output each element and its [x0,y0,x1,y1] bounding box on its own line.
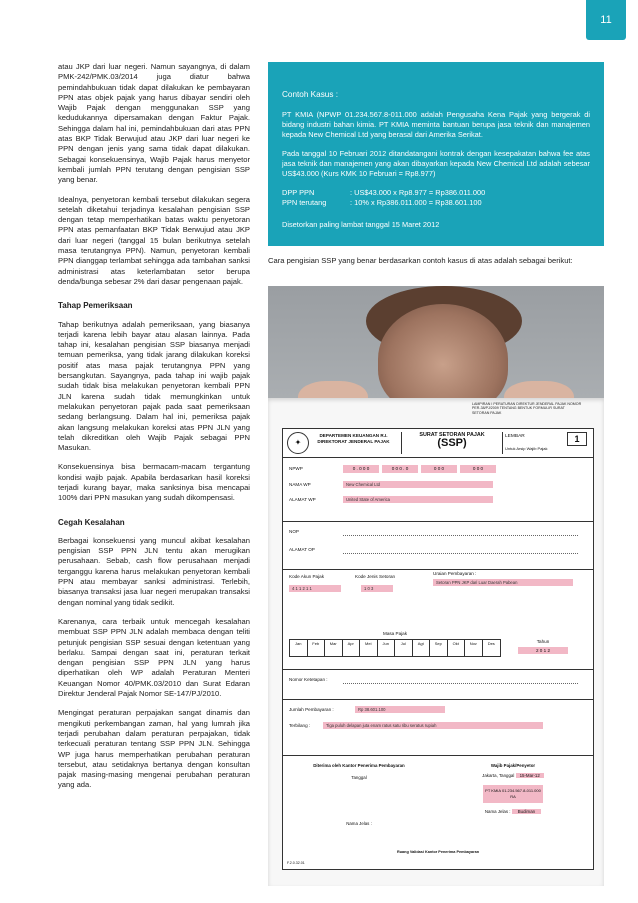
kantor-label: Diterima oleh Kantor Penerima Pembayaran [313,763,405,768]
wp-tanggal-value: 15-Mar-12 [516,773,544,778]
month-cell: Jan [290,640,308,656]
month-cell: Mei [360,640,378,656]
kantor-nama-label: Nama Jelas : [346,821,372,826]
ketetapan-label: Nomor Ketetapan : [289,677,328,682]
month-cell: Apr [343,640,361,656]
wp-nama-value: Budiman [512,809,541,814]
kode-setoran-label: Kode Jenis Setoran [355,574,396,579]
divider [283,699,593,700]
alamat-wp-label: ALAMAT WP [289,497,316,502]
form-header [283,429,593,458]
divider [283,569,593,570]
kantor-signature-box [289,763,429,843]
npwp-cell: 0 0 0 . 0 [382,465,418,473]
left-column [58,62,250,800]
npwp-label: NPWP [289,466,303,471]
month-cell: Agt [413,640,431,656]
alamat-wp-value: United State of America [343,496,493,503]
ppn-label: PPN terutang [282,198,327,207]
nop-line [343,535,578,536]
ppn-row [282,198,590,208]
nama-wp-label: NAMA WP [289,482,311,487]
garuda-logo-icon: ✦ [287,432,309,454]
alamat-op-line [343,553,578,554]
paragraph: Konsekuensinya bisa bermacam-macam tergantung kondisi wajib pajak. Apabila berdasarkan hasil koreksi terjadi kurang bayar, maka sanksinya bisa mencapai 100% dari PPN masukan yang sudah dikompensasi. [58,462,250,503]
nama-wp-value: New Chemical Ltd [343,481,493,488]
section-heading: Tahap Pemeriksaan [58,301,133,311]
divider [283,755,593,756]
month-cell: Sep [430,640,448,656]
divider [283,669,593,670]
photo-form-illustration [268,286,604,886]
lembar-number: 1 [567,432,587,446]
terbilang-value: Tiga puluh delapan juta enam ratus satu ribu seratus rupiah [323,722,543,729]
page-number: 11 [586,0,626,40]
month-cell: Jun [378,640,396,656]
npwp-cell: 0 . 0 0 0 [343,465,379,473]
department-name: DEPARTEMEN KEUANGAN R.I. DIREKTORAT JENDERAL PAJAK [317,433,390,444]
masa-pajak-label: Masa Pajak [383,631,408,636]
npwp-cells [343,465,496,473]
ssp-title-box [401,432,503,454]
wp-tanggal-label: Tanggal [498,773,515,778]
divider [283,521,593,522]
month-cell: Mar [325,640,343,656]
lampiran-note: LAMPIRAN I PERATURAN DIREKTUR JENDERAL PAJAK NOMOR PER-38/PJ/2009 TENTANG BENTUK FORMULIR SURAT SETORAN PAJAK [472,402,582,415]
month-cell: Jul [395,640,413,656]
ppn-value: : 10% x Rp386.011.000 = Rp38.601.100 [350,198,482,207]
lembar-label: LEMBAR [505,434,525,439]
paper-sheet [268,398,604,886]
kantor-tanggal-label: Tanggal [351,775,367,780]
wp-city: Jakarta [482,773,497,778]
dpp-label: DPP PPN [282,188,315,197]
paragraph: Mengingat peraturan perpajakan sangat dinamis dan mengikuti perkembangan zaman, hal yang lumrah jika terjadi perubahan dalam peraturan perpajakan, tidak terkecuali peraturan tentang SSP PPN JLN. Sehingga WP juga harus memperhatikan perubahan peraturan tersebut, atau setidaknya bertanya dengan konsultan pajak masing-masing mengenai perubahan peraturan yang ada. [58,708,250,790]
form-code: F.2.0.32.01 [287,861,305,865]
dpp-row [282,188,590,198]
uraian-value: Setoran PPN JKP dari Luar Daerah Pabean [433,579,573,586]
tahun-box [508,639,578,654]
intro-text: Cara pengisian SSP yang benar berdasarkan contoh kasus di atas adalah sebagai berikut: [268,256,573,265]
terbilang-label: Terbilang : [289,723,311,728]
wp-date-row: Jakarta, Tanggal 15-Mar-12 [443,773,583,779]
paragraph: Karenanya, cara terbaik untuk mencegah kesalahan membuat SSP PPN JLN adalah membaca dengan teliti petunjuk pengisian SSP sesuai dengan ketentuan yang berlaku. Sampai dengan saat ini, peraturan terkait dengan pengisian SSP PPN JLN yang harus diperhatikan oleh WP adalah Peraturan Menteri Keuangan Nomor 40/PMK.03/2010 dan Surat Edaran Direktur Jenderal Pajak Nomor SE-147/PJ/2010. [58,616,250,699]
wp-signature-box [443,763,583,843]
deadline-text: Disetorkan paling lambat tanggal 15 Maret 2012 [282,220,440,229]
paragraph: Berbagai konsekuensi yang muncul akibat kesalahan pengisian SSP PPN JLN tentu akan merugikan perusahaan. Sebab, cash flow perusahaan menjadi terganggu karena harus melakukan penyetoran kembali PPN atau membayar sanksi administrasi. Terlebih, biasanya transaksi jasa luar negeri merupakan transaksi dengan nominal yang tidak sedikit. [58,535,250,607]
lembar-subtitle: Untuk Arsip Wajib Pajak [505,446,548,451]
dpp-value: : US$43.000 x Rp8.977 = Rp386.011.000 [350,188,486,197]
wp-nama-row [443,809,583,815]
jumlah-label: Jumlah Pembayaran : [289,707,334,712]
section-heading: Cegah Kesalahan [58,517,125,527]
month-cell: Des [487,641,495,646]
case-example-box [268,62,604,246]
validasi-note: Ruang Validasi Kantor Penerima Pembayaran [396,850,480,854]
paragraph: Tahap berikutnya adalah pemeriksaan, yang biasanya terjadi karena lebih bayar atau alasan lainnya. Pada tahap ini, kesalahan pengisian SSP biasanya menjadi temuan pemeriksa, yang tidak jarang dilakukan koreksi positif atas masa pajak terutangnya PPN yang bersangkutan. Sayangnya, pada tahap ini wajib pajak sudah tidak bisa melakukan penyetoran kembali PPN JLN karena sudah tidak memungkinkan untuk melakukan penyetoran pajak pada saat pemeriksaan sedang berlangsung. Dalam hal ini, pemeriksa pajak akan langsung melakukan koreksi atas PPN JLN yang telah dikreditkan oleh Wajib Pajak sebagai PPN Masukan. [58,319,250,453]
jumlah-value: Rp 38.601.100 [355,706,445,713]
kode-akun-label: Kode Akun Pajak [289,574,324,579]
month-cell: Nov [465,640,483,656]
wp-nama-label: Nama Jelas : [484,809,511,814]
alamat-op-label: ALAMAT OP [289,547,315,552]
month-cell: Feb [308,640,326,656]
uraian-label: Uraian Pembayaran : [433,571,477,576]
wp-label: Wajib Pajak/Penyetor [490,763,536,768]
kode-setoran-value: 1 0 3 [361,585,393,592]
ssp-abbrev: (SSP) [437,437,467,449]
month-cell: Okt [448,640,466,656]
ketetapan-line [343,683,578,684]
npwp-cell: 0 0 0 [460,465,496,473]
ssp-title: SURAT SETORAN PAJAK [419,432,485,438]
kode-akun-value: 4 1 1 2 1 1 [289,585,341,592]
case-title: Contoh Kasus : [282,90,338,99]
company-stamp: PT KMIA 01.234.567.8-011.000 RA [483,785,543,803]
ssp-form [282,428,594,870]
npwp-cell: 0 0 0 [421,465,457,473]
paragraph: atau JKP dari luar negeri. Namun sayangnya, di dalam PMK-242/PMK.03/2014 juga diatur bahwa pemindahbukuan tidak dapat dilakukan ke pembayaran PPN atas objek pajak yang harus dibayar sendiri oleh Wajib Pajak dengan menggunakan SSP yang kedudukannya dipersamakan dengan Faktur Pajak. Sehingga dalam hal ini, pemindahbukuan dari atas PPN atas BKP Tidak Berwujud atau JKP dari luar negeri ke PPN dengan jenis yang sama tidak dapat dilakukan. Sebagai konsekuensinya, Wajib Pajak harus menyetor kembali jumlah PPN terutang dengan pengisian SSP yang benar. [58,62,250,185]
tahun-label: Tahun [536,639,550,644]
case-paragraph: Pada tanggal 10 Februari 2012 ditandatangani kontrak dengan kesepakatan bahwa fee atas jasa teknik dan manajemen yang akan dibayarkan kepada New Chemical Ltd adalah sebesar US$43.000 (Kurs KMK 10 Februari = Rp8.977) [282,149,590,178]
case-paragraph: PT KMIA (NPWP 01.234.567.8-011.000 adalah Pengusaha Kena Pajak yang bergerak di bidang industri bahan kimia. PT KMIA meminta bantuan berupa jasa teknik dan manajemen kepada New Chemical Ltd yang berasal dari Amerika Serikat. [282,110,590,139]
masa-pajak-grid [289,639,501,657]
nop-label: NOP [289,529,299,534]
paragraph: Idealnya, penyetoran kembali tersebut dilakukan segera setelah diketahui terjadinya kesalahan pengisian SSP dengan tetap memperhatikan batas waktu penyetoran PPN atas pemanfaatan BKP Tidak Berwujud atau JKP dari luar negeri (tanggal 15 bulan berikutnya setelah masa terutangnya PPN). Namun, penyetoran kembali PPN dianggap terlambat sehingga ada tambahan sanksi administrasi atas keterlambatan setor berupa denda/bunga sebesar 2% dari dasar pengenaan pajak. [58,194,250,286]
tahun-value: 2 0 1 2 [518,647,568,654]
